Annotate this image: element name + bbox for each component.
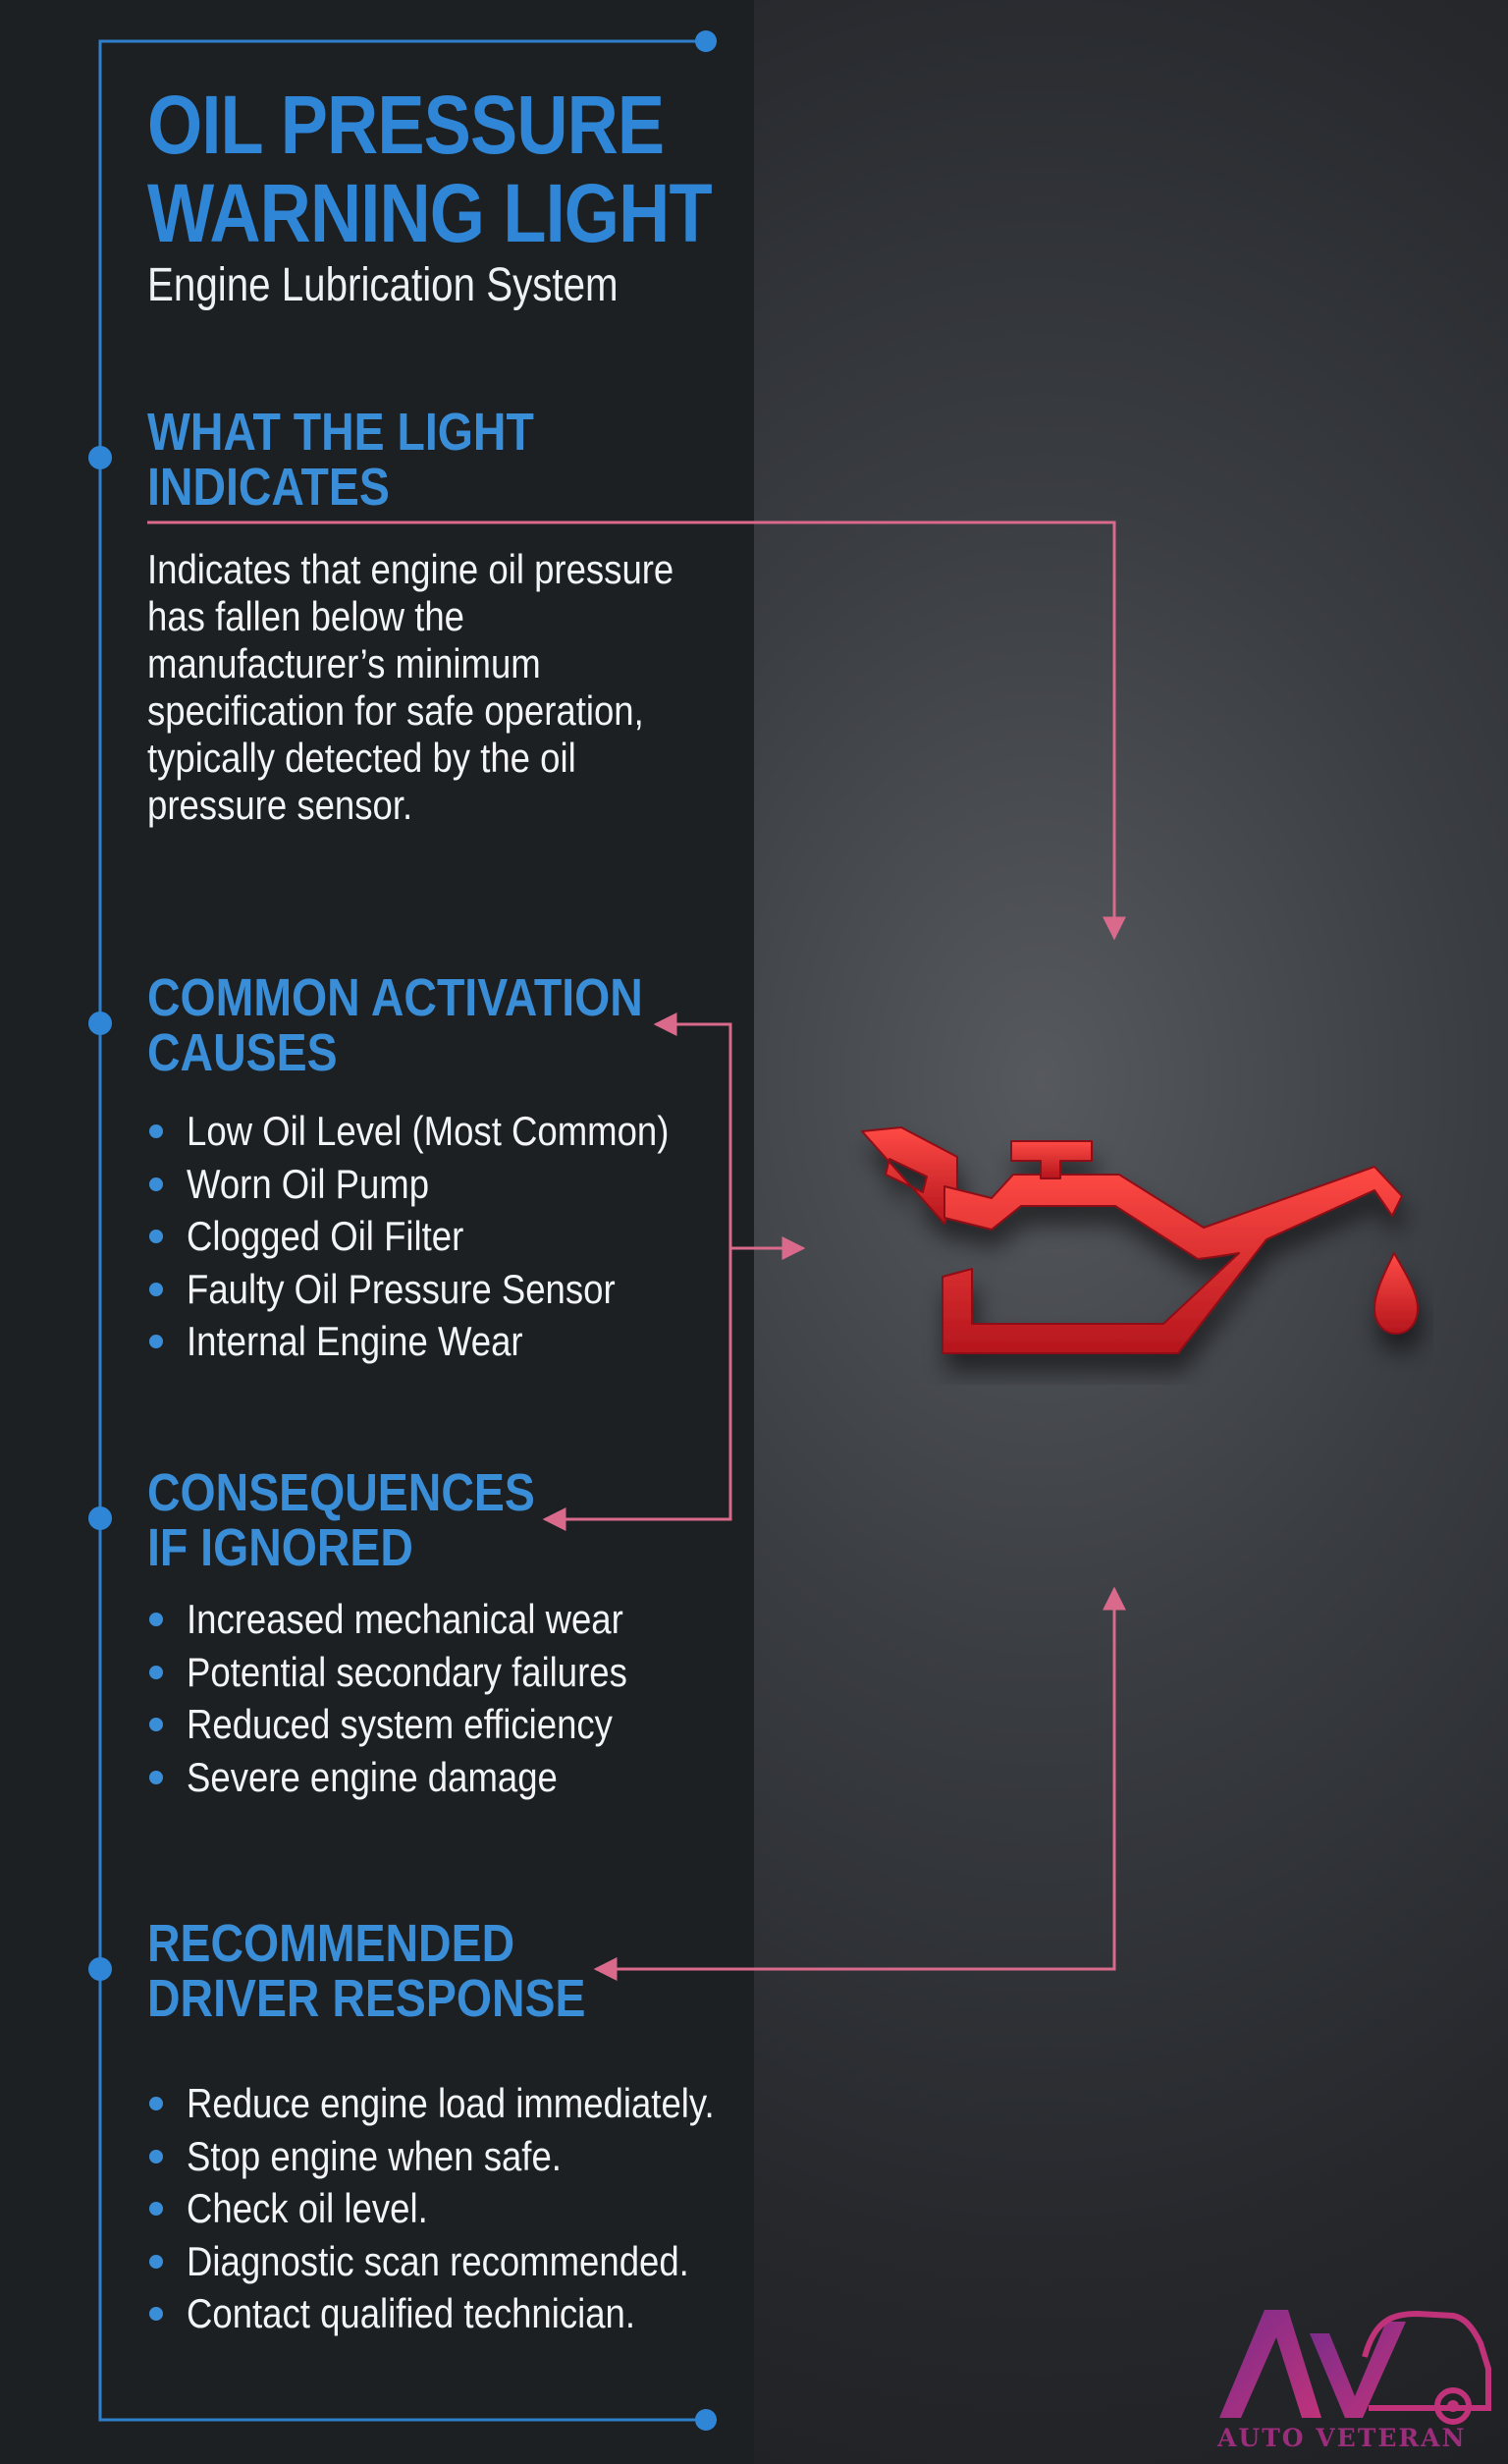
section-consequences-heading-line1: CONSEQUENCES [147, 1463, 535, 1522]
timeline-end-dot-top [695, 30, 717, 52]
connector-response [596, 1589, 1114, 1969]
indicates-text-line: specification for safe operation, [147, 687, 644, 734]
bullet-icon [149, 1771, 163, 1784]
section-consequences-heading-line2: IF IGNORED [147, 1518, 413, 1577]
timeline-dot-indicates [88, 446, 112, 469]
section-indicates-heading-line1: WHAT THE LIGHT [147, 403, 534, 462]
section-response-heading-line1: RECOMMENDED [147, 1914, 515, 1973]
indicates-text-line: Indicates that engine oil pressure [147, 546, 674, 592]
page-title-line1: OIL PRESSURE [147, 79, 665, 171]
oil-can-warning-icon [835, 1110, 1433, 1385]
auto-veteran-logo [1208, 2298, 1492, 2455]
bullet-icon [149, 1613, 163, 1626]
bullet-icon [149, 2202, 163, 2216]
timeline-dot-consequences [88, 1506, 112, 1530]
bullet-icon [149, 1283, 163, 1296]
logo-text: AUTO VETERAN [1217, 2424, 1467, 2452]
timeline-dot-causes [88, 1012, 112, 1035]
bullet-icon [149, 1230, 163, 1243]
indicates-text-line: pressure sensor. [147, 782, 413, 828]
section-response-heading-line2: DRIVER RESPONSE [147, 1969, 586, 2028]
bullet-icon [149, 1335, 163, 1348]
bullet-icon [149, 1177, 163, 1191]
page-subtitle: Engine Lubrication System [147, 259, 619, 311]
indicates-text-line: typically detected by the oil [147, 735, 576, 781]
section-causes-heading-line2: CAUSES [147, 1023, 338, 1082]
bullet-icon [149, 1718, 163, 1731]
indicates-text-line: manufacturer’s minimum [147, 640, 541, 686]
bullet-icon [149, 2307, 163, 2321]
section-causes-heading-line1: COMMON ACTIVATION [147, 968, 643, 1027]
timeline-end-dot-bottom [695, 2409, 717, 2431]
indicates-text-line: has fallen below the [147, 593, 465, 639]
section-indicates-heading-line2: INDICATES [147, 458, 390, 517]
bullet-icon [149, 2097, 163, 2110]
bullet-icon [149, 1666, 163, 1679]
page-title-line2: WARNING LIGHT [147, 167, 712, 259]
timeline-dot-response [88, 1957, 112, 1981]
bullet-icon [149, 2150, 163, 2163]
bullet-icon [149, 1124, 163, 1138]
bullet-icon [149, 2255, 163, 2269]
